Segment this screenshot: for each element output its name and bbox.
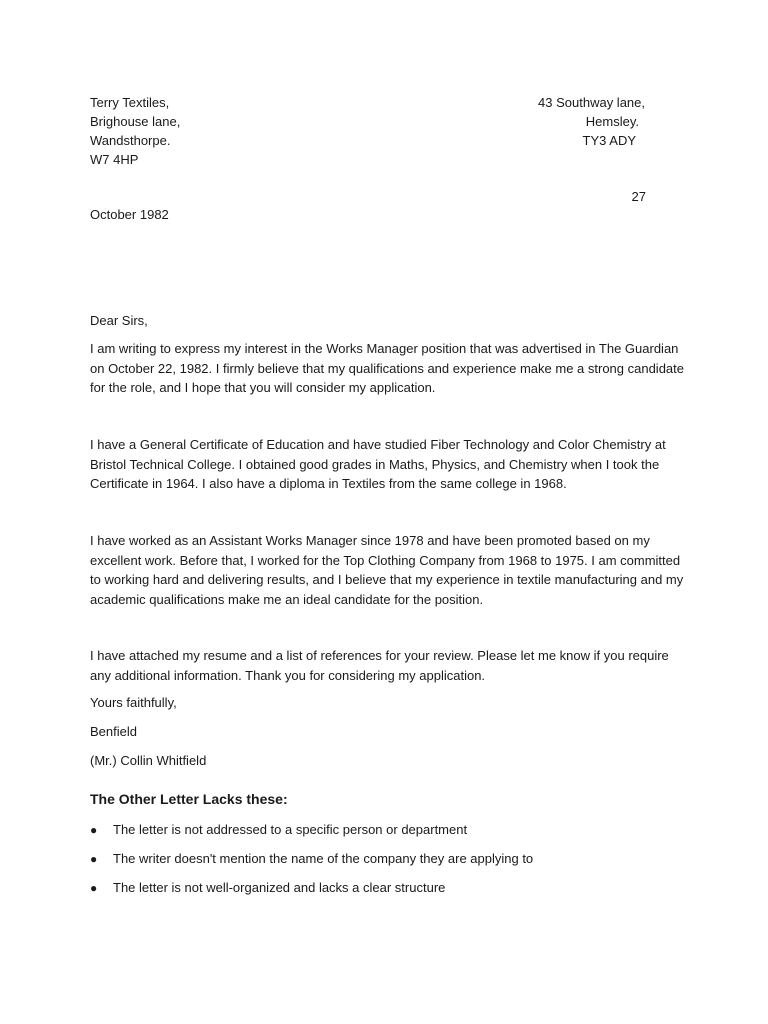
recipient-address-line: Brighouse lane, — [90, 114, 181, 129]
body-paragraph-1 — [90, 339, 684, 398]
body-paragraph-3 — [90, 531, 684, 609]
list-item-text: The writer doesn't mention the name of the company they are applying to — [113, 851, 534, 866]
paragraph-line: I have attached my resume and a list of references for your review. Please let me know if you require — [90, 648, 669, 663]
notes-heading: The Other Letter Lacks these: — [90, 791, 288, 807]
date-day: 27 — [631, 189, 646, 204]
paragraph-line: Bristol Technical College. I obtained good grades in Maths, Physics, and Chemistry when I took the — [90, 456, 660, 472]
list-item-text: The letter is not addressed to a specific person or department — [113, 822, 468, 837]
body-paragraph-2 — [90, 435, 680, 494]
salutation: Dear Sirs, — [90, 313, 148, 328]
list-item — [90, 878, 445, 899]
sender-address-line: TY3 ADY — [582, 133, 636, 148]
paragraph-line: any additional information. Thank you for considering my application. — [90, 667, 486, 683]
list-item-text: The letter is not well-organized and lacks a clear structure — [113, 880, 446, 895]
recipient-address-line: W7 4HP — [90, 152, 139, 167]
recipient-address-line: Terry Textiles, — [90, 95, 170, 110]
body-paragraph-4 — [90, 646, 680, 685]
paragraph-line: on October 22, 1982. I firmly believe that my qualifications and experience make me a strong candidate — [90, 360, 684, 376]
paragraph-line: Certificate in 1964. I also have a diploma in Textiles from the same college in 1968. — [90, 476, 567, 491]
paragraph-line: excellent work. Before that, I worked for the Top Clothing Company from 1968 to 1975. I am committed — [90, 552, 681, 568]
recipient-address-line: Wandsthorpe. — [90, 133, 171, 148]
paragraph-line: academic qualifications make me an ideal candidate for the position. — [90, 591, 484, 607]
signature: Benfield — [90, 724, 137, 739]
sender-address-line: 43 Southway lane, — [538, 95, 645, 110]
paragraph-line: I am writing to express my interest in the Works Manager position that was advertised in The Guardian — [90, 341, 679, 356]
paragraph-line: I have a General Certificate of Education and have studied Fiber Technology and Color Chemistry at — [90, 437, 666, 452]
list-item — [90, 849, 533, 870]
paragraph-line: for the role, and I hope that you will consider my application. — [90, 380, 436, 395]
signer-name: (Mr.) Collin Whitfield — [90, 753, 207, 768]
date-month-year: October 1982 — [90, 207, 169, 222]
paragraph-line: I have worked as an Assistant Works Manager since 1978 and have been promoted based on my — [90, 533, 650, 548]
bullet-icon: ● — [90, 881, 98, 895]
bullet-icon: ● — [90, 852, 98, 866]
closing: Yours faithfully, — [90, 695, 177, 710]
bullet-icon: ● — [90, 823, 98, 837]
sender-address-line: Hemsley. — [585, 114, 639, 129]
list-item — [90, 820, 467, 841]
paragraph-line: to working hard and delivering results, and I believe that my experience in textile manufacturing and my — [90, 572, 684, 587]
